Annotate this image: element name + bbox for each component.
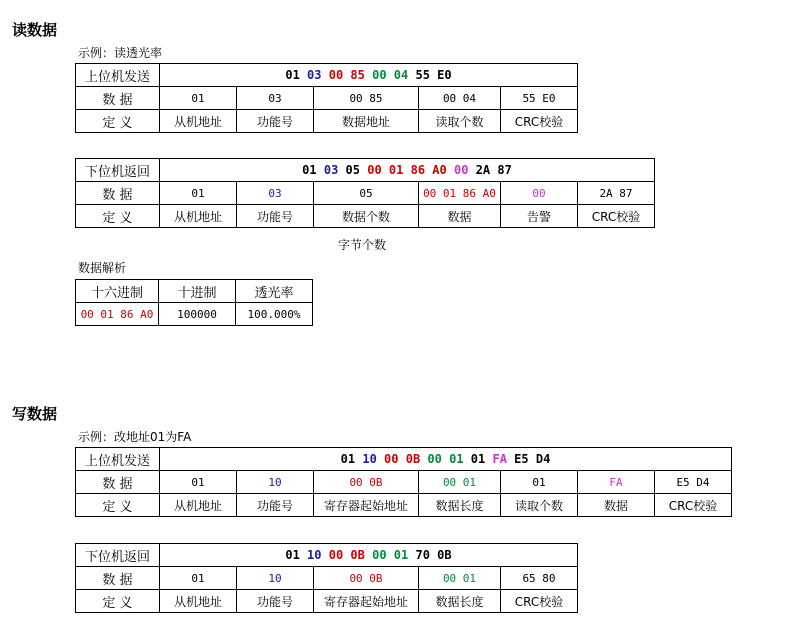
data-cell: FA: [578, 471, 655, 494]
frame-byte: A0: [432, 163, 447, 177]
def-row-label: 定 义: [76, 205, 160, 228]
frame-byte: 00: [453, 163, 469, 177]
def-cell: 数据长度: [419, 494, 501, 517]
frame-byte: 2A: [475, 163, 491, 177]
write-example-caption: 示例：改地址01为FA: [78, 430, 192, 444]
data-cell: 01: [160, 567, 237, 590]
data-cell: 00 01 86 A0: [419, 182, 501, 205]
write-reply-label: 下位机返回: [76, 544, 160, 567]
frame-byte: 00: [328, 548, 344, 562]
parse-header: 十六进制: [76, 280, 159, 303]
read-send-table: [75, 63, 578, 133]
def-cell: CRC校验: [501, 590, 578, 613]
frame-byte: 01: [302, 163, 317, 177]
frame-byte: 00: [328, 68, 344, 82]
frame-byte: D4: [535, 452, 551, 466]
data-row-label: 数 据: [76, 87, 160, 110]
def-cell: CRC校验: [578, 205, 655, 228]
frame-byte: 05: [345, 163, 360, 177]
parse-value: 100.000%: [236, 303, 313, 326]
read-send-label: 上位机发送: [76, 64, 160, 87]
data-cell: 10: [237, 471, 314, 494]
data-cell: 03: [237, 87, 314, 110]
data-cell: 05: [314, 182, 419, 205]
data-cell: 55 E0: [501, 87, 578, 110]
frame-byte: 10: [307, 548, 322, 562]
data-cell: 01: [160, 182, 237, 205]
frame-byte: 00: [372, 68, 387, 82]
frame-byte: 01: [388, 163, 404, 177]
data-cell: 01: [160, 87, 237, 110]
frame-byte: 00: [427, 452, 442, 466]
read-reply-frame: [160, 159, 655, 182]
frame-byte: 01: [470, 452, 486, 466]
data-cell: 00 01: [419, 567, 501, 590]
frame-byte: 0B: [350, 548, 365, 562]
parse-title: 数据解析: [78, 261, 127, 275]
def-cell: 数据地址: [314, 110, 419, 133]
read-example-caption: 示例：读透光率: [78, 46, 163, 60]
frame-byte: E5: [514, 452, 529, 466]
write-reply-frame: [160, 544, 578, 567]
def-row-label: 定 义: [76, 590, 160, 613]
data-row-label: 数 据: [76, 182, 160, 205]
write-section-title: 写数据: [12, 405, 58, 423]
data-cell: 01: [160, 471, 237, 494]
read-section-title: 读数据: [12, 21, 58, 39]
def-cell: 功能号: [237, 205, 314, 228]
read-reply-table: [75, 158, 655, 228]
data-cell: 01: [501, 471, 578, 494]
def-cell: 寄存器起始地址: [314, 590, 419, 613]
def-cell: 功能号: [237, 494, 314, 517]
byte-count-note: 字节个数: [338, 238, 387, 252]
write-send-frame: [160, 448, 732, 471]
frame-byte: E0: [437, 68, 452, 82]
def-cell: 读取个数: [419, 110, 501, 133]
parse-header: 透光率: [236, 280, 313, 303]
frame-byte: 01: [340, 452, 356, 466]
frame-byte: 0B: [405, 452, 421, 466]
frame-byte: 03: [307, 68, 322, 82]
frame-byte: 01: [285, 548, 300, 562]
def-cell: 从机地址: [160, 205, 237, 228]
def-cell: CRC校验: [655, 494, 732, 517]
data-cell: 2A 87: [578, 182, 655, 205]
data-cell: 65 80: [501, 567, 578, 590]
data-cell: 00 0B: [314, 471, 419, 494]
def-cell: 告警: [501, 205, 578, 228]
def-cell: 从机地址: [160, 590, 237, 613]
frame-byte: 04: [393, 68, 409, 82]
frame-byte: 70: [415, 548, 430, 562]
frame-byte: 00: [384, 452, 399, 466]
read-send-frame: [160, 64, 578, 87]
data-cell: 00 0B: [314, 567, 419, 590]
def-row-label: 定 义: [76, 110, 160, 133]
def-cell: CRC校验: [501, 110, 578, 133]
frame-byte: 85: [350, 68, 365, 82]
data-cell: 00 01: [419, 471, 501, 494]
write-send-label: 上位机发送: [76, 448, 160, 471]
frame-byte: 00: [367, 163, 382, 177]
parse-value: 00 01 86 A0: [76, 303, 159, 326]
parse-table: [75, 279, 313, 326]
frame-byte: 00: [372, 548, 387, 562]
data-row-label: 数 据: [76, 471, 160, 494]
data-cell: 00 04: [419, 87, 501, 110]
frame-byte: 0B: [437, 548, 452, 562]
def-cell: 数据个数: [314, 205, 419, 228]
parse-value: 100000: [159, 303, 236, 326]
data-cell: 00: [501, 182, 578, 205]
def-cell: 功能号: [237, 110, 314, 133]
def-cell: 从机地址: [160, 494, 237, 517]
frame-byte: 03: [323, 163, 339, 177]
def-cell: 数据: [578, 494, 655, 517]
def-cell: 数据: [419, 205, 501, 228]
data-cell: 10: [237, 567, 314, 590]
frame-byte: FA: [492, 452, 507, 466]
frame-byte: 55: [415, 68, 430, 82]
read-reply-label: 下位机返回: [76, 159, 160, 182]
data-cell: 03: [237, 182, 314, 205]
write-send-table: [75, 447, 732, 517]
def-cell: 读取个数: [501, 494, 578, 517]
write-reply-table: [75, 543, 578, 613]
parse-header: 十进制: [159, 280, 236, 303]
frame-byte: 87: [497, 163, 512, 177]
data-cell: E5 D4: [655, 471, 732, 494]
def-cell: 功能号: [237, 590, 314, 613]
def-cell: 寄存器起始地址: [314, 494, 419, 517]
def-cell: 数据长度: [419, 590, 501, 613]
frame-byte: 01: [393, 548, 409, 562]
frame-byte: 01: [449, 452, 464, 466]
frame-byte: 10: [362, 452, 377, 466]
data-cell: 00 85: [314, 87, 419, 110]
data-row-label: 数 据: [76, 567, 160, 590]
def-row-label: 定 义: [76, 494, 160, 517]
frame-byte: 86: [410, 163, 426, 177]
frame-byte: 01: [285, 68, 300, 82]
def-cell: 从机地址: [160, 110, 237, 133]
